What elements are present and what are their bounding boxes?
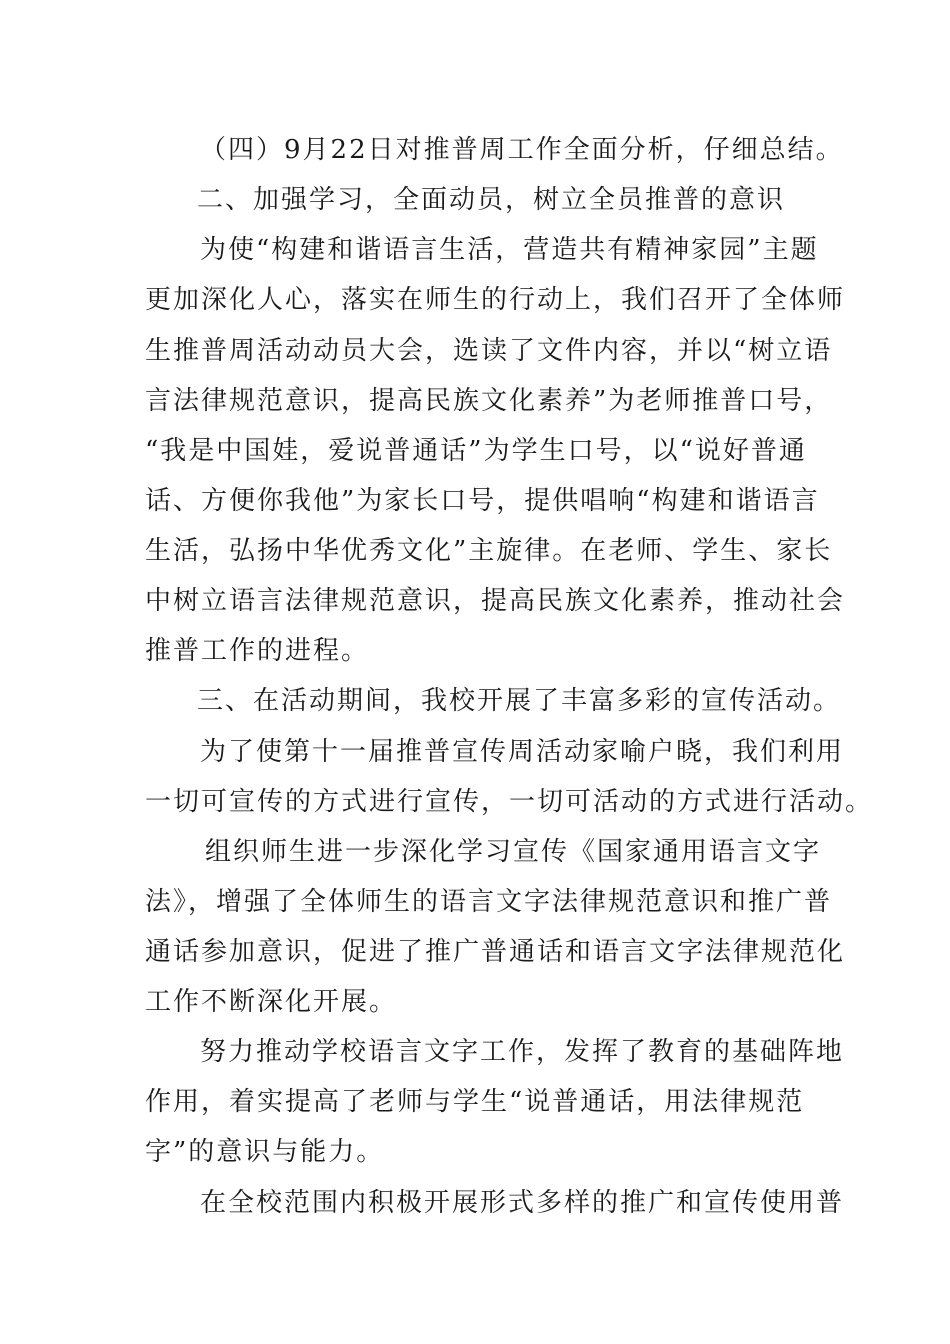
text-line: 为使“构建和谐语言生活，营造共有精神家园”主题 [200,235,819,265]
text-line: 生推普周活动动员大会，选读了文件内容，并以“树立语 [145,336,833,366]
text-line: 字”的意识与能力。 [145,1137,385,1167]
section-heading: 三、在活动期间，我校开展了丰富多彩的宣传活动。 [197,686,842,716]
text-line: 生活，弘扬中华优秀文化”主旋律。在老师、学生、家长 [145,536,833,566]
text-line: 一切可宣传的方式进行宣传，一切可活动的方式进行活动。 [145,787,874,817]
text-line: 言法律规范意识，提高民族文化素养”为老师推普口号， [145,386,833,416]
text-line: 推普工作的进程。 [145,636,370,666]
text-line: 为了使第十一届推普宣传周活动家喻户晓，我们利用 [200,737,845,767]
text-line: 更加深化人心，落实在师生的行动上，我们召开了全体师 [145,285,846,315]
text-line: 中树立语言法律规范意识，提高民族文化素养，推动社会 [145,586,846,616]
text-line: 组织师生进一步深化学习宣传《国家通用语言文字 [205,837,822,867]
text-line: 法》，增强了全体师生的语言文字法律规范意识和推广普 [145,887,833,917]
text-line: 在全校范围内积极开展形式多样的推广和宣传使用普 [200,1188,845,1218]
text-line: （四）9月22日对推普周工作全面分析，仔细总结。 [200,135,844,165]
text-line: 作用，着实提高了老师与学生“说普通话，用法律规范 [145,1087,805,1117]
text-line: 工作不断深化开展。 [145,987,398,1017]
text-line: 努力推动学校语言文字工作，发挥了教育的基础阵地 [200,1037,845,1067]
section-heading: 二、加强学习，全面动员，树立全员推普的意识 [197,185,786,215]
text-line: 通话参加意识，促进了推广普通话和语言文字法律规范化 [145,937,846,967]
text-line: “我是中国娃，爱说普通话”为学生口号，以“说好普通 [145,436,807,466]
text-line: 话、方便你我他”为家长口号，提供唱响“构建和谐语言 [145,486,820,516]
